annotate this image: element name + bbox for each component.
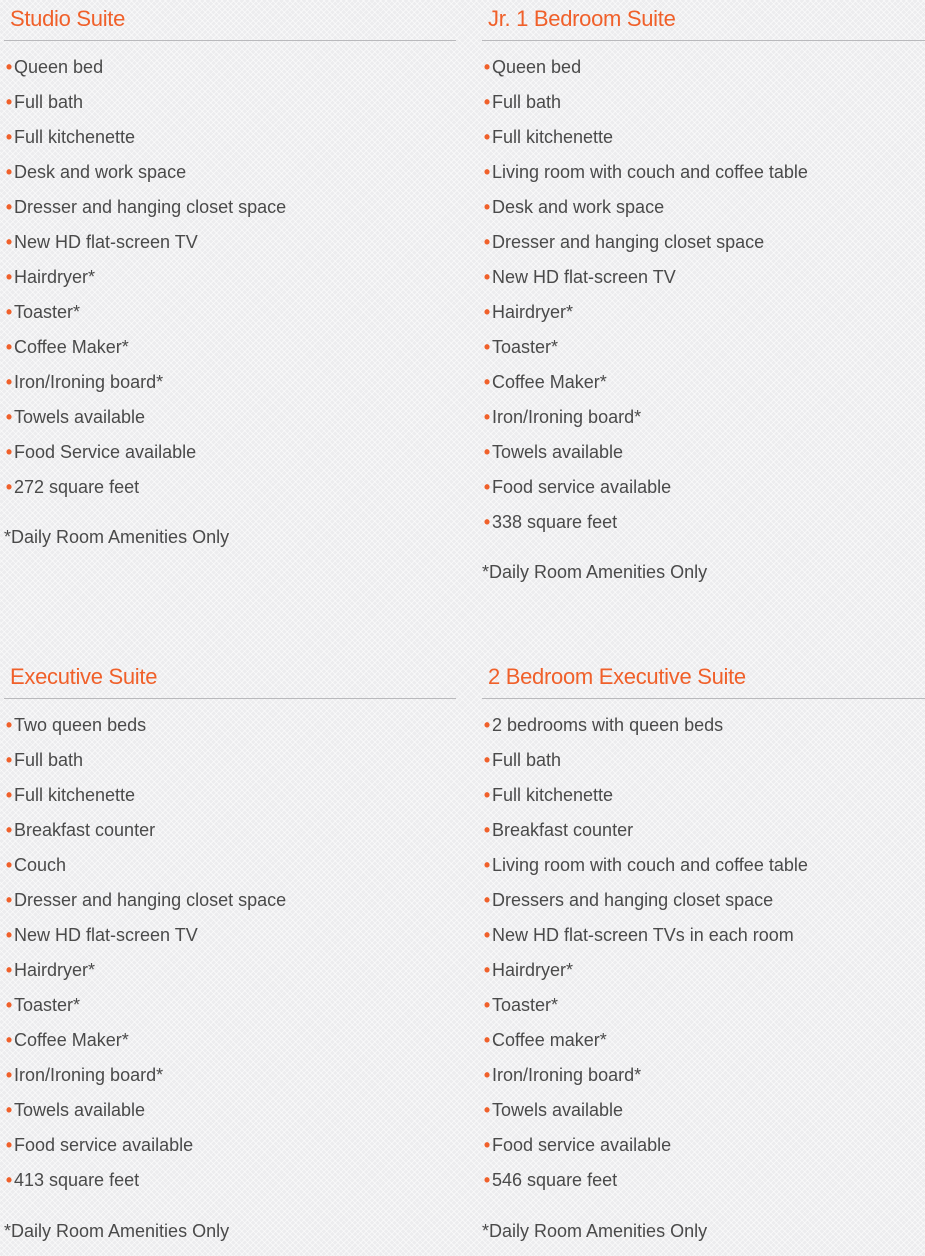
- bullet-icon: •: [483, 785, 491, 805]
- bullet-icon: •: [5, 372, 13, 392]
- amenity-item: [482, 1095, 808, 1130]
- amenity-item: [482, 157, 808, 192]
- bullet-icon: •: [5, 960, 13, 980]
- amenity-label: Full kitchenette: [492, 785, 614, 805]
- bullet-icon: •: [483, 232, 491, 252]
- bullet-icon: •: [483, 197, 491, 217]
- amenity-item: [482, 52, 808, 87]
- amenity-label: Queen bed: [14, 57, 104, 77]
- amenity-label: Hairdryer*: [14, 960, 96, 980]
- amenity-item: [482, 955, 808, 990]
- bullet-icon: •: [5, 820, 13, 840]
- amenity-label: Toaster*: [492, 995, 559, 1015]
- amenity-item: [482, 920, 808, 955]
- amenity-label: Toaster*: [14, 302, 81, 322]
- amenity-item: [482, 437, 808, 472]
- suite-title: Studio Suite: [10, 6, 126, 31]
- bullet-icon: •: [483, 1100, 491, 1120]
- amenity-item: [4, 157, 286, 192]
- amenity-item: [4, 437, 286, 472]
- amenity-list: [482, 52, 808, 542]
- amenity-label: Living room with couch and coffee table: [492, 855, 808, 875]
- amenity-label: Iron/Ironing board*: [492, 1065, 642, 1085]
- amenity-item: [4, 297, 286, 332]
- bullet-icon: •: [5, 267, 13, 287]
- amenity-label: 2 bedrooms with queen beds: [492, 715, 724, 735]
- amenity-label: 546 square feet: [492, 1170, 618, 1190]
- suite-divider: [4, 40, 456, 41]
- amenity-item: [482, 332, 808, 367]
- amenity-item: [4, 1095, 286, 1130]
- amenity-item: [482, 1025, 808, 1060]
- bullet-icon: •: [5, 925, 13, 945]
- bullet-icon: •: [483, 1170, 491, 1190]
- amenity-label: Two queen beds: [14, 715, 147, 735]
- suite-title: 2 Bedroom Executive Suite: [488, 664, 746, 689]
- bullet-icon: •: [483, 127, 491, 147]
- amenity-item: [4, 780, 286, 815]
- amenity-item: [482, 780, 808, 815]
- amenity-label: Queen bed: [492, 57, 582, 77]
- bullet-icon: •: [5, 715, 13, 735]
- bullet-icon: •: [5, 162, 13, 182]
- amenity-item: [482, 402, 808, 437]
- bullet-icon: •: [5, 127, 13, 147]
- amenity-item: [4, 850, 286, 885]
- amenity-item: [4, 87, 286, 122]
- amenity-label: Dresser and hanging closet space: [492, 232, 765, 252]
- amenity-label: Full bath: [492, 92, 562, 112]
- amenity-item: [482, 192, 808, 227]
- amenity-item: [4, 745, 286, 780]
- bullet-icon: •: [5, 995, 13, 1015]
- bullet-icon: •: [5, 1100, 13, 1120]
- bullet-icon: •: [483, 855, 491, 875]
- amenity-item: [482, 990, 808, 1025]
- bullet-icon: •: [5, 92, 13, 112]
- suite-footnote: *Daily Room Amenities Only: [4, 527, 230, 547]
- amenity-item: [4, 955, 286, 990]
- amenity-item: [4, 920, 286, 955]
- amenity-label: Coffee Maker*: [492, 372, 607, 392]
- amenity-list: [482, 710, 808, 1200]
- bullet-icon: •: [483, 302, 491, 322]
- amenity-item: [482, 850, 808, 885]
- suite-divider: [482, 698, 925, 699]
- amenity-label: Dresser and hanging closet space: [14, 197, 287, 217]
- amenity-item: [482, 472, 808, 507]
- amenity-item: [4, 122, 286, 157]
- bullet-icon: •: [5, 1170, 13, 1190]
- amenity-label: New HD flat-screen TV: [14, 925, 198, 945]
- bullet-icon: •: [5, 302, 13, 322]
- amenity-label: Food Service available: [14, 442, 197, 462]
- amenity-label: Food service available: [492, 1135, 672, 1155]
- bullet-icon: •: [483, 715, 491, 735]
- amenity-item: [4, 192, 286, 227]
- suite-footnote: *Daily Room Amenities Only: [482, 562, 708, 582]
- bullet-icon: •: [483, 820, 491, 840]
- bullet-icon: •: [483, 372, 491, 392]
- suite-divider: [482, 40, 925, 41]
- bullet-icon: •: [483, 442, 491, 462]
- amenity-label: 413 square feet: [14, 1170, 140, 1190]
- bullet-icon: •: [483, 1065, 491, 1085]
- amenity-label: Towels available: [14, 407, 146, 427]
- amenity-label: Towels available: [492, 442, 624, 462]
- amenity-item: [482, 710, 808, 745]
- bullet-icon: •: [483, 407, 491, 427]
- bullet-icon: •: [5, 890, 13, 910]
- amenity-item: [482, 262, 808, 297]
- amenity-label: 338 square feet: [492, 512, 618, 532]
- amenity-label: Living room with couch and coffee table: [492, 162, 808, 182]
- bullet-icon: •: [5, 442, 13, 462]
- amenity-label: Full kitchenette: [14, 785, 136, 805]
- amenity-label: Food service available: [492, 477, 672, 497]
- amenity-item: [482, 1130, 808, 1165]
- amenity-label: Hairdryer*: [492, 960, 574, 980]
- amenity-item: [4, 885, 286, 920]
- amenity-label: Full bath: [14, 750, 84, 770]
- amenity-label: Dresser and hanging closet space: [14, 890, 287, 910]
- bullet-icon: •: [483, 267, 491, 287]
- amenity-label: Iron/Ironing board*: [492, 407, 642, 427]
- amenity-label: New HD flat-screen TV: [492, 267, 676, 287]
- suite-executive: [4, 658, 456, 1256]
- amenity-label: Food service available: [14, 1135, 194, 1155]
- bullet-icon: •: [5, 1030, 13, 1050]
- amenity-label: 272 square feet: [14, 477, 140, 497]
- amenity-item: [482, 885, 808, 920]
- amenity-item: [4, 1025, 286, 1060]
- amenity-label: Hairdryer*: [14, 267, 96, 287]
- amenity-item: [482, 507, 808, 542]
- amenity-label: New HD flat-screen TV: [14, 232, 198, 252]
- bullet-icon: •: [5, 197, 13, 217]
- amenity-item: [4, 815, 286, 850]
- bullet-icon: •: [483, 995, 491, 1015]
- amenity-item: [4, 227, 286, 262]
- amenity-label: New HD flat-screen TVs in each room: [492, 925, 794, 945]
- bullet-icon: •: [483, 960, 491, 980]
- amenity-label: Full bath: [14, 92, 84, 112]
- amenity-item: [4, 402, 286, 437]
- bullet-icon: •: [483, 925, 491, 945]
- amenity-item: [482, 1165, 808, 1200]
- bullet-icon: •: [483, 162, 491, 182]
- bullet-icon: •: [5, 477, 13, 497]
- bullet-icon: •: [5, 1135, 13, 1155]
- amenity-label: Desk and work space: [14, 162, 187, 182]
- suite-studio: [4, 0, 456, 560]
- bullet-icon: •: [483, 57, 491, 77]
- amenity-label: Coffee Maker*: [14, 337, 129, 357]
- amenity-label: Coffee maker*: [492, 1030, 607, 1050]
- amenity-item: [482, 122, 808, 157]
- amenity-label: Breakfast counter: [492, 820, 634, 840]
- bullet-icon: •: [5, 855, 13, 875]
- amenity-label: Couch: [14, 855, 67, 875]
- bullet-icon: •: [5, 750, 13, 770]
- suite-divider: [4, 698, 456, 699]
- amenity-item: [4, 1130, 286, 1165]
- amenity-label: Breakfast counter: [14, 820, 156, 840]
- suite-title: Executive Suite: [10, 664, 158, 689]
- amenity-item: [482, 815, 808, 850]
- amenity-item: [4, 472, 286, 507]
- amenity-item: [482, 1060, 808, 1095]
- amenity-item: [4, 367, 286, 402]
- amenity-item: [482, 745, 808, 780]
- amenity-label: Toaster*: [492, 337, 559, 357]
- amenity-item: [4, 52, 286, 87]
- amenity-item: [4, 710, 286, 745]
- bullet-icon: •: [483, 750, 491, 770]
- bullet-icon: •: [483, 337, 491, 357]
- bullet-icon: •: [5, 785, 13, 805]
- amenity-item: [4, 1165, 286, 1200]
- amenity-label: Toaster*: [14, 995, 81, 1015]
- amenity-item: [482, 297, 808, 332]
- amenity-label: Full bath: [492, 750, 562, 770]
- bullet-icon: •: [483, 1030, 491, 1050]
- bullet-icon: •: [5, 232, 13, 252]
- amenity-item: [482, 227, 808, 262]
- suite-2-bedroom-executive: [482, 658, 925, 1256]
- amenity-item: [482, 87, 808, 122]
- amenity-item: [4, 332, 286, 367]
- amenity-label: Towels available: [14, 1100, 146, 1120]
- bullet-icon: •: [5, 1065, 13, 1085]
- amenity-label: Dressers and hanging closet space: [492, 890, 774, 910]
- amenity-label: Full kitchenette: [14, 127, 136, 147]
- suite-jr-1-bedroom: [482, 0, 925, 600]
- amenity-label: Towels available: [492, 1100, 624, 1120]
- suite-title: Jr. 1 Bedroom Suite: [488, 6, 676, 31]
- bullet-icon: •: [483, 477, 491, 497]
- bullet-icon: •: [483, 92, 491, 112]
- amenity-label: Full kitchenette: [492, 127, 614, 147]
- amenity-item: [4, 262, 286, 297]
- bullet-icon: •: [483, 1135, 491, 1155]
- amenity-item: [482, 367, 808, 402]
- amenity-label: Coffee Maker*: [14, 1030, 129, 1050]
- bullet-icon: •: [483, 890, 491, 910]
- amenity-item: [4, 990, 286, 1025]
- amenity-item: [4, 1060, 286, 1095]
- suite-footnote: *Daily Room Amenities Only: [4, 1221, 230, 1241]
- suite-footnote: *Daily Room Amenities Only: [482, 1221, 708, 1241]
- amenity-label: Iron/Ironing board*: [14, 372, 164, 392]
- bullet-icon: •: [5, 407, 13, 427]
- bullet-icon: •: [5, 337, 13, 357]
- amenity-label: Desk and work space: [492, 197, 665, 217]
- amenity-label: Hairdryer*: [492, 302, 574, 322]
- bullet-icon: •: [483, 512, 491, 532]
- amenity-list: [4, 52, 286, 507]
- amenity-list: [4, 710, 286, 1200]
- bullet-icon: •: [5, 57, 13, 77]
- amenity-label: Iron/Ironing board*: [14, 1065, 164, 1085]
